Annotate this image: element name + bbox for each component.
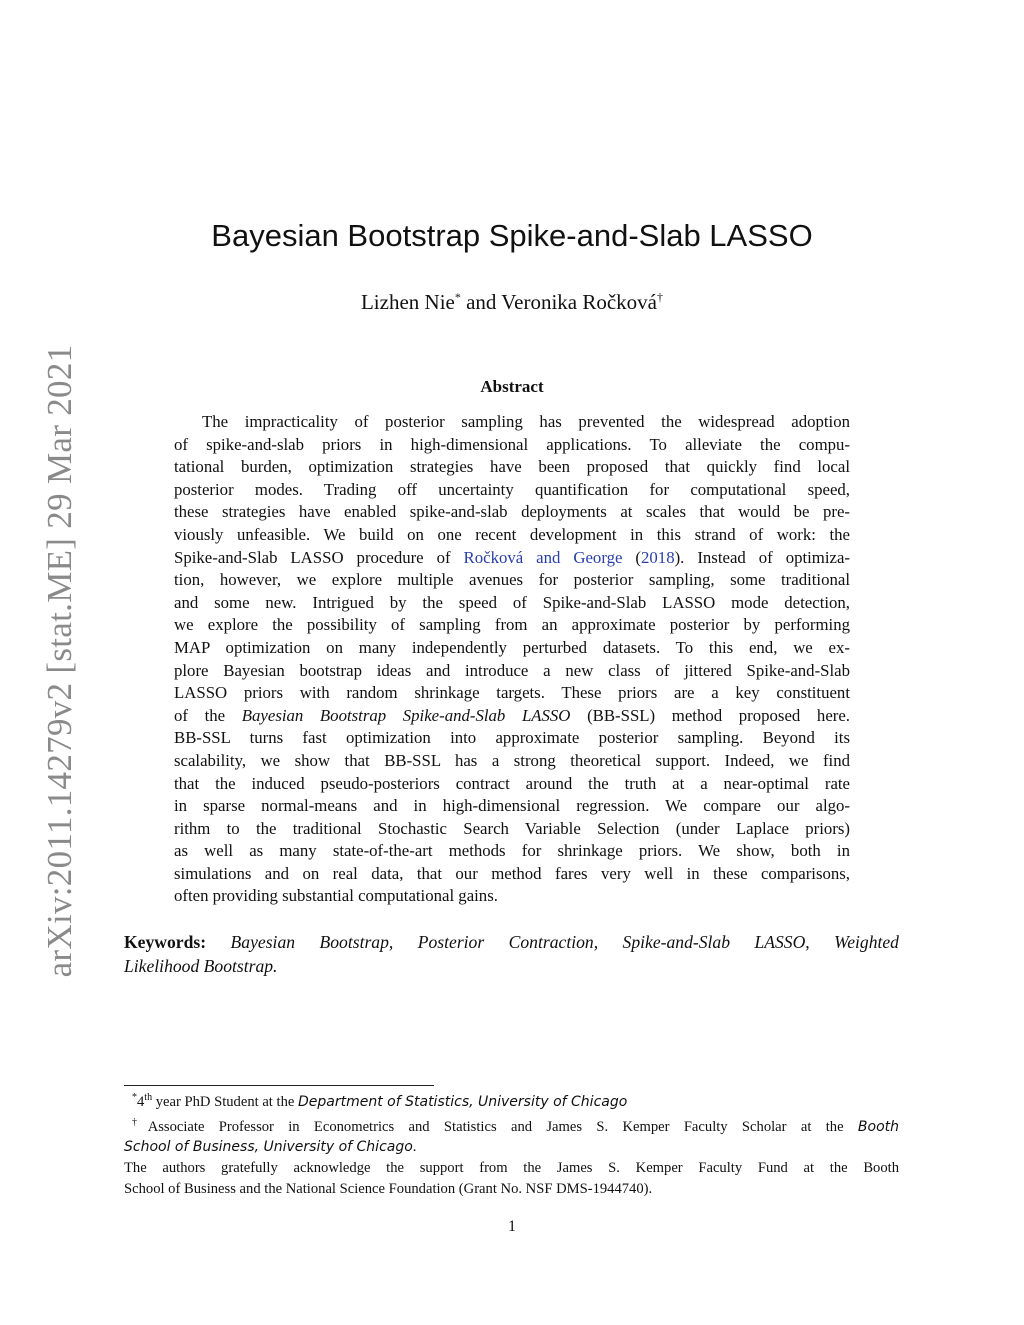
keywords-list: Bayesian Bootstrap, Posterior Contraction, Spike-and-Slab LASSO, Weighted <box>230 932 899 952</box>
footnote-affiliation: Department of Statistics, University of Chicago <box>298 1093 628 1110</box>
abstract-text: Spike-and-Slab LASSO procedure of <box>174 547 464 567</box>
footnote-marker[interactable]: † <box>657 290 664 304</box>
abstract-line <box>174 547 850 570</box>
author-line <box>0 290 1024 315</box>
footnote-divider <box>124 1085 434 1086</box>
abstract-line: that the induced pseudo-posteriors contract around the truth at a near-optimal rate <box>174 773 850 793</box>
footnote-2-continued <box>124 1137 899 1158</box>
abstract-line: rithm to the traditional Stochastic Search Variable Selection (under Laplace priors) <box>174 818 850 838</box>
page-number: 1 <box>508 1218 516 1235</box>
footnote-text: year PhD Student at the <box>152 1093 298 1110</box>
footnote-marker[interactable]: * <box>454 290 461 304</box>
abstract-line: MAP optimization on many independently perturbed datasets. To this end, we ex- <box>174 637 850 657</box>
abstract-line: of spike-and-slab priors in high-dimensional applications. To alleviate the compu- <box>174 434 850 454</box>
keywords-line: Likelihood Bootstrap. <box>124 956 278 976</box>
abstract-line: simulations and on real data, that our method fares very well in these comparisons, <box>174 863 850 883</box>
citation-year-link[interactable]: 2018 <box>641 547 675 567</box>
abstract-line: viously unfeasible. We build on one recent development in this strand of work: the <box>174 524 850 544</box>
abstract-line: LASSO priors with random shrinkage targets. These priors are a key constituent <box>174 683 850 703</box>
footnote-number: 4 <box>137 1093 145 1110</box>
footnote-1 <box>124 1088 899 1113</box>
keywords-section <box>124 930 899 978</box>
footnote-text: Associate Professor in Econometrics and Statistics and James S. Kemper Faculty Scholar at the <box>147 1118 858 1135</box>
abstract-text: (BB-SSL) method proposed here. <box>570 705 851 725</box>
abstract-line: we explore the possibility of sampling from an approximate posterior by performing <box>174 615 850 635</box>
abstract-line: tion, however, we explore multiple avenues for posterior sampling, some traditional <box>174 570 850 590</box>
abstract-line <box>174 705 850 728</box>
arxiv-identifier-stamp: arXiv:2011.14279v2 [stat.ME] 29 Mar 2021 <box>40 344 79 978</box>
abstract-line: and some new. Intrigued by the speed of Spike-and-Slab LASSO mode detection, <box>174 592 850 612</box>
abstract-body <box>174 411 850 908</box>
footnotes <box>124 1088 899 1200</box>
abstract-line: as well as many state-of-the-art methods for shrinkage priors. We show, both in <box>174 841 850 861</box>
citation-link[interactable]: Ročková and George <box>463 547 623 567</box>
abstract-line: often providing substantial computational gains. <box>174 886 498 906</box>
abstract-line: BB-SSL turns fast optimization into approximate posterior sampling. Beyond its <box>174 728 850 748</box>
abstract-line: in sparse normal-means and in high-dimensional regression. We compare our algo- <box>174 796 850 816</box>
footnote-affiliation: Booth <box>857 1118 900 1135</box>
author-name: Lizhen Nie <box>360 290 455 314</box>
abstract-line: The impracticality of posterior sampling has prevented the widespread adoption <box>202 412 850 431</box>
abstract-line: plore Bayesian bootstrap ideas and introduce a new class of jittered Spike-and-Slab <box>174 660 850 680</box>
abstract-line: these strategies have enabled spike-and-slab deployments at scales that would be pre- <box>174 502 850 522</box>
abstract-line: posterior modes. Trading off uncertainty quantification for computational speed, <box>174 479 850 499</box>
author-connector: and <box>460 290 502 314</box>
keywords-line <box>124 930 899 954</box>
keywords-label: Keywords: <box>124 932 207 952</box>
abstract-text: of the <box>174 705 242 725</box>
abstract-text: ( <box>622 547 642 567</box>
abstract-line: scalability, we show that BB-SSL has a strong theoretical support. Indeed, we find <box>174 750 850 770</box>
method-name: Bayesian Bootstrap Spike-and-Slab LASSO <box>241 705 571 725</box>
footnote-text: . <box>412 1139 417 1156</box>
footnote-superscript: th <box>144 1092 153 1103</box>
abstract-heading: Abstract <box>480 377 544 396</box>
paper-title: Bayesian Bootstrap Spike-and-Slab LASSO <box>211 218 813 253</box>
author-name: Veronika Ročková <box>501 290 658 314</box>
footnote-affiliation: School of Business, University of Chicago <box>124 1139 413 1156</box>
abstract-line: tational burden, optimization strategies have been proposed that quickly find local <box>174 457 850 477</box>
footnote-2 <box>124 1113 899 1138</box>
footnote-marker: * <box>132 1092 137 1103</box>
acknowledgement-line: The authors gratefully acknowledge the support from the James S. Kemper Faculty Fund at the Booth <box>124 1160 899 1177</box>
abstract-text: ). Instead of optimiza- <box>674 547 850 567</box>
acknowledgement-line: School of Business and the National Science Foundation (Grant No. NSF DMS-1944740). <box>124 1180 653 1197</box>
footnote-marker: † <box>132 1116 148 1128</box>
